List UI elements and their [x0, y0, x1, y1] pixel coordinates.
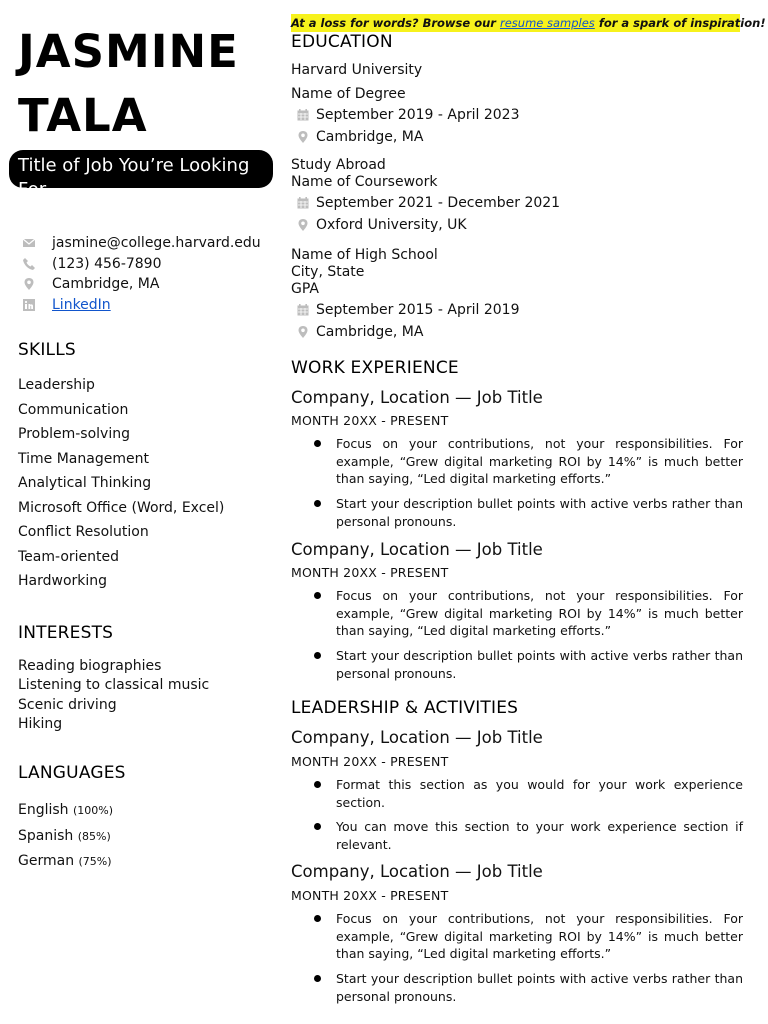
- calendar-icon: [296, 196, 310, 210]
- education-heading: EDUCATION: [291, 32, 393, 52]
- resume-samples-link[interactable]: resume samples: [499, 16, 595, 30]
- activity-bullet: Focus on your contributions, not your responsibilities. For example, “Grew digital marketing ROI by 14%” is much better than saying, “Led digital marketing efforts.”: [336, 911, 743, 961]
- language-item: [18, 824, 278, 850]
- job-heading: Company, Location — Job Title: [291, 540, 543, 559]
- skill-item: Leadership: [18, 377, 95, 393]
- activity-dates: MONTH 20XX - PRESENT: [291, 888, 449, 903]
- candidate-name: [18, 20, 278, 148]
- education-dates: [296, 107, 520, 123]
- education-location-text: Cambridge, MA: [316, 129, 424, 145]
- skill-item: Problem-solving: [18, 426, 130, 442]
- job-bullet: Focus on your contributions, not your responsibilities. For example, “Grew digital marketing ROI by 14%” is much better than saying, “Led digital marketing efforts.”: [336, 436, 743, 486]
- calendar-icon: [296, 303, 310, 317]
- activity-heading: Company, Location — Job Title: [291, 728, 543, 747]
- interest-item: Hiking: [18, 715, 63, 732]
- coursework-name: Name of Coursework: [291, 174, 438, 190]
- location-pin-icon: [296, 325, 310, 339]
- skill-item: Microsoft Office (Word, Excel): [18, 499, 225, 516]
- phone-text: (123) 456-7890: [52, 255, 162, 272]
- activity-bullet: You can move this section to your work experience section if relevant.: [336, 819, 743, 852]
- high-school-location: [296, 324, 423, 340]
- language-level: (100%): [73, 804, 114, 817]
- language-level: (75%): [78, 855, 112, 868]
- language-name: English: [18, 802, 69, 818]
- activity-heading: Company, Location — Job Title: [291, 862, 543, 881]
- work-experience-heading: WORK EXPERIENCE: [291, 358, 459, 378]
- activity-bullet: Format this section as you would for your work experience section.: [336, 777, 743, 810]
- high-school-gpa: GPA: [291, 281, 319, 297]
- education-dates-text: September 2019 - April 2023: [316, 107, 520, 123]
- education-degree: Name of Degree: [291, 86, 406, 102]
- name-last: TALA: [18, 89, 148, 142]
- high-school-location-text: Cambridge, MA: [316, 324, 424, 340]
- leadership-heading: LEADERSHIP & ACTIVITIES: [291, 698, 519, 718]
- contact-email: [22, 233, 277, 254]
- high-school-dates-text: September 2015 - April 2019: [316, 302, 520, 318]
- contact-info: [22, 233, 277, 315]
- mail-icon: [22, 236, 36, 250]
- email-text: jasmine@college.harvard.edu: [52, 235, 261, 252]
- high-school-name: Name of High School: [291, 247, 438, 263]
- contact-linkedin: [22, 295, 277, 316]
- high-school-city: City, State: [291, 264, 365, 280]
- language-item: [18, 849, 278, 875]
- skill-item: Analytical Thinking: [18, 475, 152, 491]
- banner-text-after: for a spark of inspiration!: [594, 16, 766, 30]
- contact-phone: [22, 254, 277, 275]
- calendar-icon: [296, 108, 310, 122]
- linkedin-icon: [22, 298, 36, 312]
- abroad-location: [296, 217, 467, 233]
- banner-text-before: At a loss for words? Browse our: [291, 16, 500, 30]
- skills-list: [18, 373, 278, 594]
- high-school-dates: [296, 302, 520, 318]
- skill-item: Time Management: [18, 450, 149, 467]
- location-pin-icon: [296, 130, 310, 144]
- inspiration-banner: [291, 14, 766, 32]
- location-text: Cambridge, MA: [52, 276, 160, 293]
- abroad-dates: [296, 195, 560, 211]
- language-name: German: [18, 853, 75, 869]
- study-abroad-label: Study Abroad: [291, 157, 386, 173]
- linkedin-link[interactable]: LinkedIn: [52, 296, 111, 313]
- interests-heading: INTERESTS: [18, 623, 114, 643]
- interest-item: Reading biographies: [18, 658, 162, 674]
- education-school: Harvard University: [291, 62, 423, 78]
- job-bullet: Start your description bullet points with active verbs rather than personal pronouns.: [336, 496, 743, 529]
- language-item: [18, 798, 278, 824]
- job-dates: MONTH 20XX - PRESENT: [291, 413, 449, 428]
- job-heading: Company, Location — Job Title: [291, 388, 543, 407]
- languages-heading: LANGUAGES: [18, 763, 126, 783]
- interest-item: Scenic driving: [18, 696, 117, 713]
- contact-location: [22, 274, 277, 295]
- education-location: [296, 129, 423, 145]
- interest-item: Listening to classical music: [18, 677, 210, 694]
- languages-list: [18, 798, 278, 875]
- phone-icon: [22, 257, 36, 271]
- interests-list: [18, 657, 278, 734]
- target-job-title: [9, 150, 273, 200]
- language-level: (85%): [77, 829, 111, 843]
- location-pin-icon: [296, 218, 310, 232]
- abroad-dates-text: September 2021 - December 2021: [316, 195, 561, 211]
- job-bullet: Focus on your contributions, not your responsibilities. For example, “Grew digital marketing ROI by 14%” is much better than saying, “Led digital marketing efforts.”: [336, 588, 743, 638]
- abroad-location-text: Oxford University, UK: [316, 217, 467, 233]
- skill-item: Conflict Resolution: [18, 524, 149, 540]
- job-bullet: Start your description bullet points with active verbs rather than personal pronouns.: [336, 648, 743, 681]
- skill-item: Hardworking: [18, 573, 108, 589]
- name-first: JASMINE: [18, 25, 239, 78]
- skill-item: Team-oriented: [18, 548, 120, 565]
- activity-dates: MONTH 20XX - PRESENT: [291, 754, 449, 769]
- activity-bullet: Start your description bullet points with active verbs rather than personal pronouns.: [336, 971, 743, 1004]
- target-job-title-text: Title of Job You’re Looking For: [18, 155, 250, 200]
- skills-heading: SKILLS: [18, 340, 76, 360]
- job-dates: MONTH 20XX - PRESENT: [291, 565, 449, 580]
- location-pin-icon: [22, 277, 36, 291]
- language-name: Spanish: [18, 827, 74, 844]
- left-column: [0, 0, 282, 1024]
- skill-item: Communication: [18, 401, 129, 418]
